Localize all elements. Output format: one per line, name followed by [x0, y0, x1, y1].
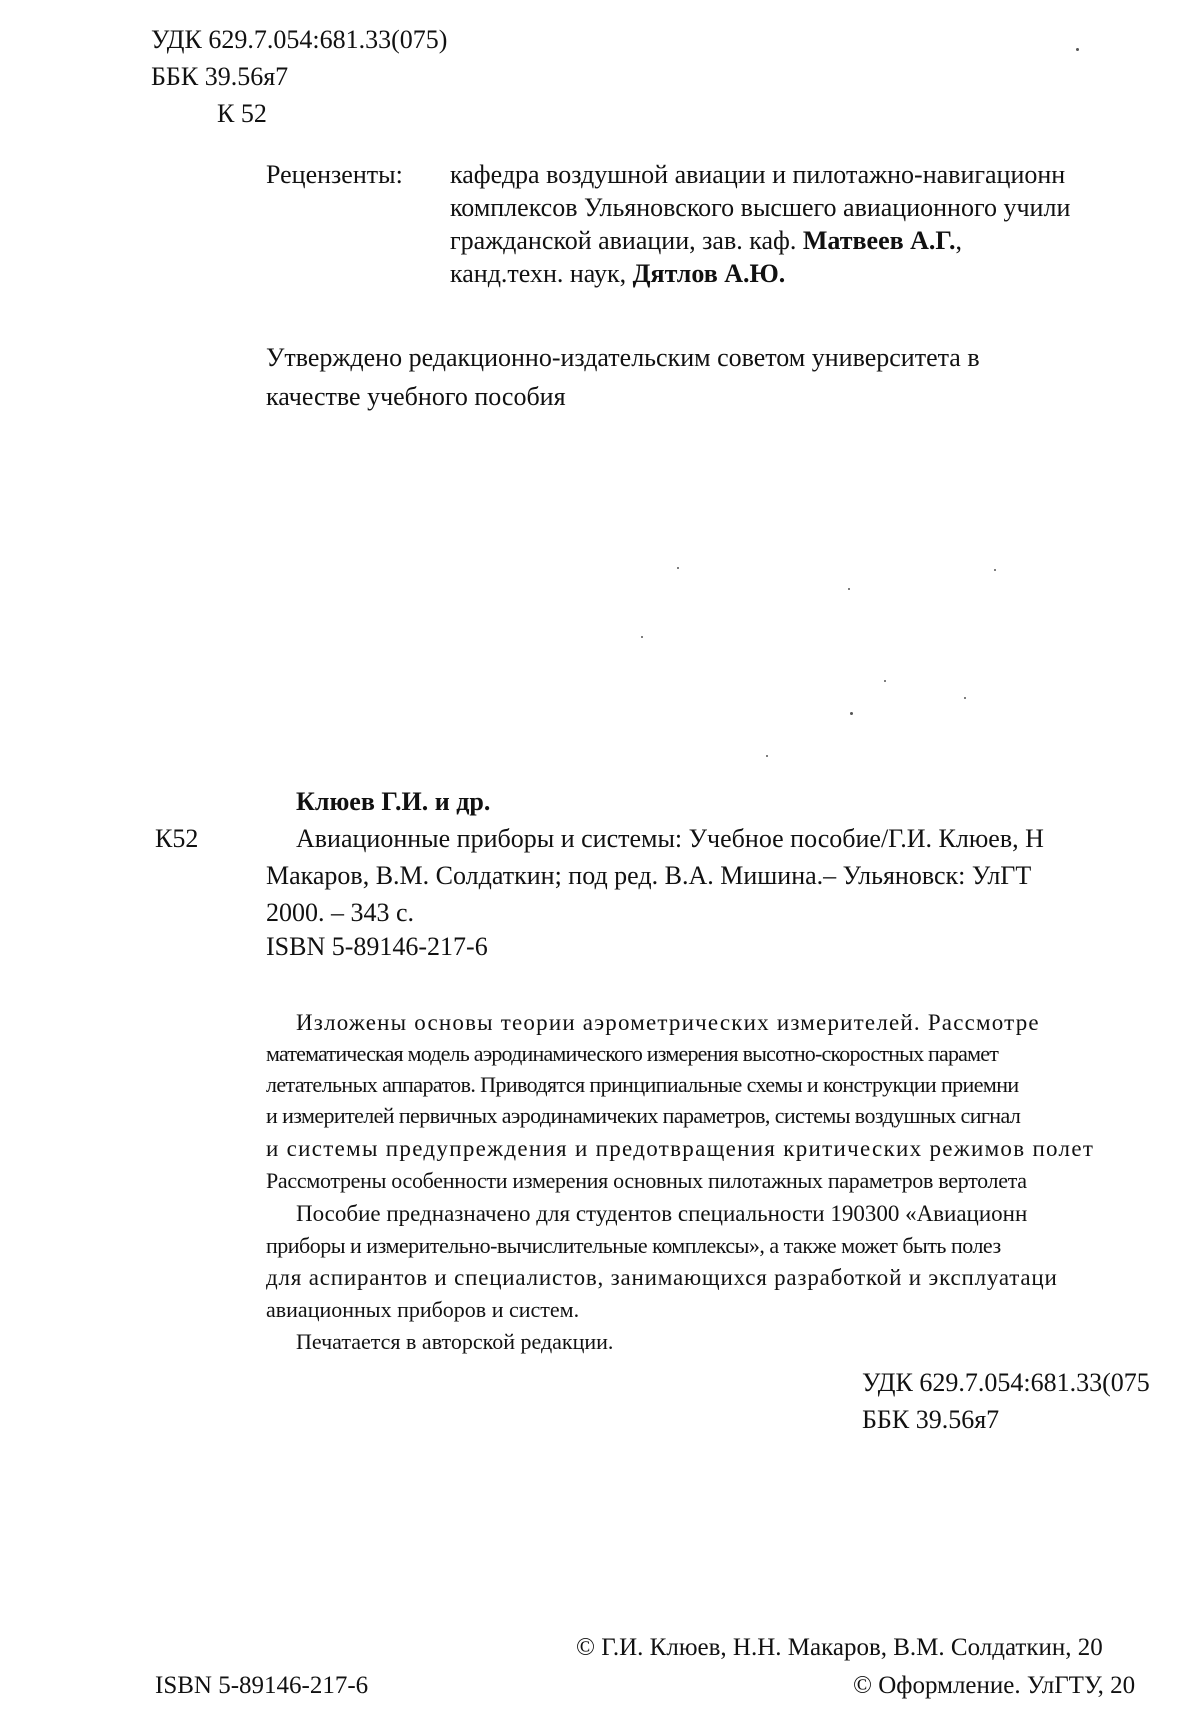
classification-bbk: ББК 39.56я7: [862, 1405, 1000, 1434]
approval-line: качестве учебного пособия: [266, 382, 566, 411]
catalog-line: Макаров, В.М. Солдаткин; под ред. В.А. Мишина.– Ульяновск: УлГТ: [266, 861, 1032, 890]
catalog-author: Клюев Г.И. и др.: [296, 787, 491, 816]
annotation-line: математическая модель аэродинамического измерения высотно-скоростных парамет: [266, 1041, 999, 1066]
annotation-line: Пособие предназначено для студентов специальности 190300 «Авиационн: [296, 1201, 1028, 1226]
catalog-code: К52: [155, 824, 199, 853]
speck: [884, 680, 886, 682]
annotation-line: Рассмотрены особенности измерения основных пилотажных параметров вертолета: [266, 1168, 1027, 1193]
speck: [766, 755, 768, 757]
annotation-line: Изложены основы теории аэрометрических измерителей. Рассмотре: [296, 1010, 1040, 1035]
annotation-line: и измерителей первичных аэродинамичеких параметров, системы воздушных сигнал: [266, 1103, 1021, 1128]
header-code: К 52: [217, 99, 267, 128]
annotation-line: и системы предупреждения и предотвращения критических режимов полет: [266, 1136, 1095, 1161]
reviewer-name: Матвеев А.Г.: [802, 226, 956, 255]
header-udk: УДК 629.7.054:681.33(075): [151, 25, 448, 54]
annotation-line: для аспирантов и специалистов, занимающихся разработкой и эксплуатаци: [266, 1265, 1058, 1290]
approval-line: Утверждено редакционно-издательским советом университета в: [266, 343, 980, 372]
reviewers-line: комплексов Ульяновского высшего авиационного учили: [450, 193, 1071, 222]
speck: [677, 567, 679, 569]
speck: [1076, 48, 1079, 51]
catalog-isbn: ISBN 5-89146-217-6: [266, 932, 488, 961]
copyright-design: © Оформление. УлГТУ, 20: [853, 1672, 1136, 1699]
speck: [848, 588, 850, 590]
annotation-line: летательных аппаратов. Приводятся принципиальные схемы и конструкции приемни: [266, 1072, 1019, 1097]
speck: [850, 712, 853, 715]
reviewers-line: [450, 257, 1070, 290]
speck: [994, 569, 996, 571]
footer-isbn: ISBN 5-89146-217-6: [155, 1672, 369, 1699]
catalog-line: Авиационные приборы и системы: Учебное пособие/Г.И. Клюев, Н: [296, 824, 1044, 853]
reviewers-text-fragment: канд.техн. наук,: [450, 259, 633, 288]
speck: [964, 697, 966, 699]
annotation-line: приборы и измерительно-вычислительные комплексы», а также может быть полез: [266, 1233, 1001, 1258]
classification-udk: УДК 629.7.054:681.33(075: [862, 1368, 1150, 1397]
reviewers-line: кафедра воздушной авиации и пилотажно-навигационн: [450, 160, 1066, 189]
speck: [641, 636, 643, 638]
reviewer-name: Дятлов А.Ю.: [632, 259, 786, 288]
copyright-authors: © Г.И. Клюев, Н.Н. Макаров, В.М. Солдаткин, 20: [576, 1634, 1103, 1661]
catalog-line: 2000. – 343 с.: [266, 898, 415, 927]
reviewers-text-fragment: гражданской авиации, зав. каф.: [450, 226, 803, 255]
reviewers-label: Рецензенты:: [266, 160, 403, 189]
reviewers-text: [450, 158, 1070, 290]
annotation-line: авиационных приборов и систем.: [266, 1297, 580, 1322]
reviewers-line: [450, 224, 1070, 257]
header-bbk: ББК 39.56я7: [151, 62, 289, 91]
reviewers-text-fragment: ,: [955, 226, 963, 255]
annotation-note: Печатается в авторской редакции.: [296, 1329, 614, 1354]
